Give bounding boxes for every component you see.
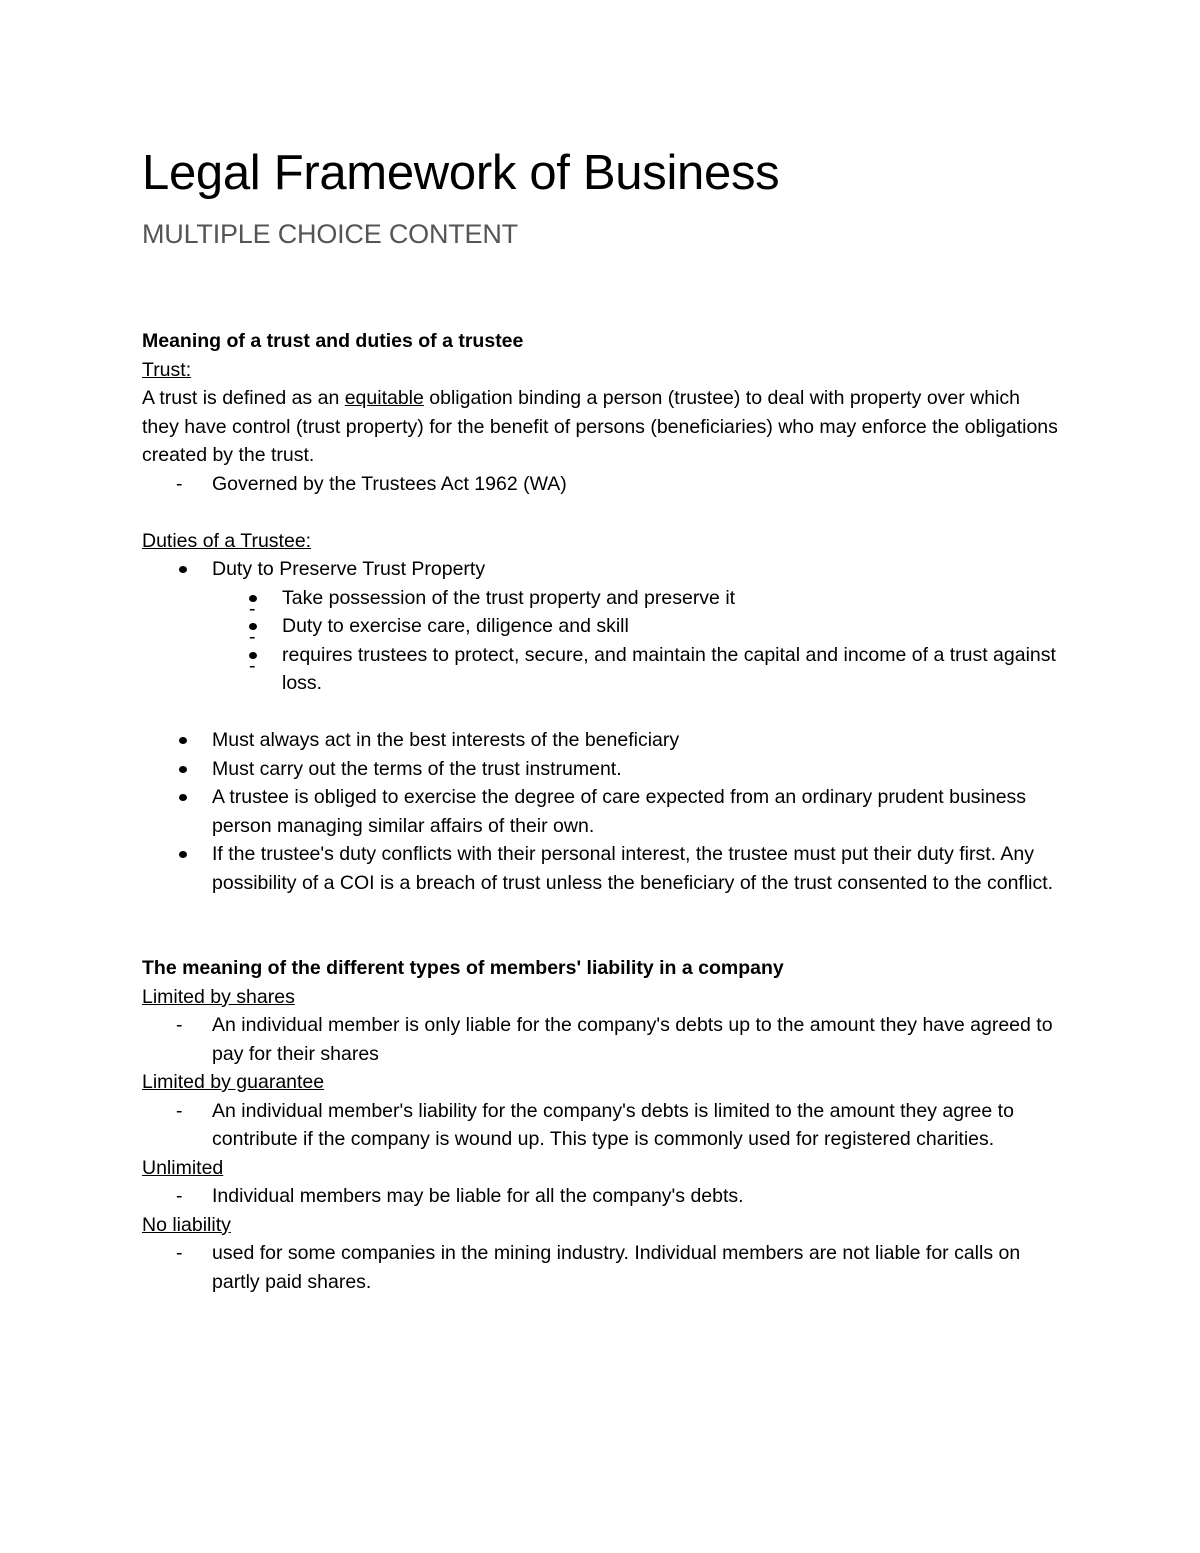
duty-text: Must always act in the best interests of the beneficiary bbox=[212, 729, 680, 751]
dash-marker: - bbox=[176, 1099, 183, 1122]
list-item-duty-preserve bbox=[212, 555, 1060, 698]
trust-def-underlined: equitable bbox=[344, 387, 424, 409]
dash-marker: - bbox=[249, 652, 257, 659]
dash-marker: - bbox=[249, 623, 257, 630]
duties-more-list bbox=[142, 726, 1060, 897]
trust-notes-list bbox=[142, 470, 1060, 499]
liability-type-label: No liability bbox=[142, 1213, 231, 1236]
preserve-item-text: requires trustees to protect, secure, and maintain the capital and income of a trust against loss. bbox=[282, 643, 1056, 694]
list-item-preserve bbox=[249, 641, 1060, 698]
list-item-preserve bbox=[249, 612, 1060, 648]
list-item-liability bbox=[176, 1097, 1060, 1154]
duty-text: If the trustee's duty conflicts with their personal interest, the trustee must put their duty first. Any possibility of a COI is a breach of trust unless the beneficiary of the trust consented to the conflict. bbox=[212, 843, 1054, 894]
bullet-dot bbox=[179, 566, 187, 573]
dash-marker: - bbox=[249, 595, 257, 602]
liability-desc: An individual member is only liable for the company's debts up to the amount they have agreed to pay for their shares bbox=[212, 1014, 1053, 1065]
duty-text: A trustee is obliged to exercise the degree of care expected from an ordinary prudent business person managing similar affairs of their own. bbox=[212, 786, 1027, 837]
list-item-duty bbox=[212, 840, 1060, 897]
dash-marker: - bbox=[176, 1185, 183, 1207]
dash-marker: - bbox=[176, 1014, 183, 1036]
liability-type-label: Unlimited bbox=[142, 1156, 224, 1179]
liability-desc-list bbox=[142, 1182, 1060, 1211]
list-item-liability bbox=[176, 1182, 1060, 1211]
bullet-dot bbox=[179, 737, 187, 744]
bullet-dot bbox=[179, 766, 187, 773]
preserve-item-text: Take possession of the trust property and preserve it bbox=[282, 586, 736, 609]
preserve-item-text: Duty to exercise care, diligence and skill bbox=[282, 615, 629, 637]
list-item-liability bbox=[176, 1239, 1060, 1296]
liability-desc: used for some companies in the mining industry. Individual members are not liable for calls on partly paid shares. bbox=[212, 1242, 1021, 1293]
list-item-duty bbox=[212, 755, 1060, 784]
dash-marker: - bbox=[176, 1242, 183, 1264]
liability-desc-list bbox=[142, 1097, 1060, 1154]
liability-desc-list bbox=[142, 1011, 1060, 1068]
governed-text: Governed by the Trustees Act 1962 (WA) bbox=[212, 472, 567, 495]
section-heading-trust: Meaning of a trust and duties of a trustee bbox=[142, 330, 524, 352]
section-heading-liability: The meaning of the different types of members' liability in a company bbox=[142, 957, 784, 979]
bullet-dot bbox=[179, 794, 187, 801]
list-item-liability bbox=[176, 1011, 1060, 1068]
list-item-governed bbox=[176, 470, 1060, 499]
duty-text: Must carry out the terms of the trust instrument. bbox=[212, 757, 622, 780]
bullet-dot bbox=[179, 851, 187, 858]
document-title: Legal Framework of Business bbox=[142, 146, 780, 200]
list-item-duty bbox=[212, 726, 1060, 755]
list-item-preserve bbox=[249, 584, 1060, 620]
trust-definition bbox=[142, 384, 1060, 470]
preserve-sublist bbox=[212, 584, 1060, 698]
list-item-duty bbox=[212, 783, 1060, 840]
liability-type-label: Limited by shares bbox=[142, 985, 295, 1008]
duties-label: Duties of a Trustee: bbox=[142, 529, 312, 552]
liability-desc: An individual member's liability for the company's debts is limited to the amount they agree to contribute if the company is wound up. This type is commonly used for registered charities. bbox=[212, 1099, 1014, 1150]
trust-def-post: obligation binding a person (trustee) to deal with property over which they have control (trust property) for the benefit of persons (beneficiaries) who may enforce the obligations created by the trust. bbox=[142, 387, 1058, 466]
document-subtitle: MULTIPLE CHOICE CONTENT bbox=[142, 219, 518, 249]
duties-list bbox=[142, 555, 1060, 698]
duty-preserve-text: Duty to Preserve Trust Property bbox=[212, 558, 486, 580]
spacer bbox=[142, 498, 1060, 527]
liability-desc-list bbox=[142, 1239, 1060, 1296]
liability-desc: Individual members may be liable for all the company's debts. bbox=[212, 1185, 744, 1207]
spacer bbox=[142, 698, 1060, 727]
liability-type-label: Limited by guarantee bbox=[142, 1071, 325, 1093]
dash-marker: - bbox=[176, 472, 183, 495]
trust-label: Trust: bbox=[142, 358, 192, 381]
trust-def-pre: A trust is defined as an bbox=[142, 387, 345, 409]
